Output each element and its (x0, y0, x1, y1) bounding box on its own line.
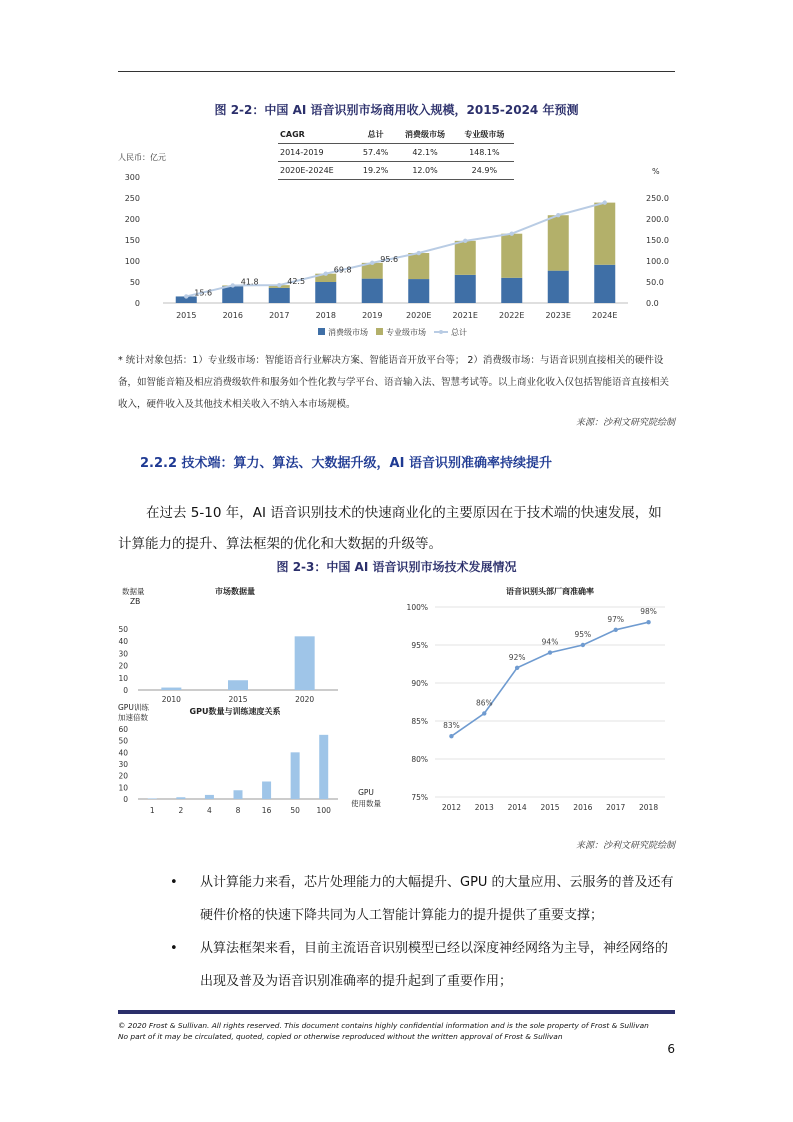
x-tick-label: 1 (149, 806, 155, 815)
y-tick-label: 300 (124, 173, 140, 182)
legend-swatch (318, 328, 325, 335)
cagr-header: 总计 (356, 126, 396, 144)
y-tick-label: 60 (118, 725, 128, 734)
x-tick-label: 4 (207, 806, 212, 815)
section-heading: 2.2.2 技术端：算力、算法、大数据升级，AI 语音识别准确率持续提升 (140, 456, 552, 471)
y-tick-label: 200 (124, 215, 140, 224)
y-tick-label: 20 (118, 771, 128, 781)
x-tick-label: 2021E (452, 311, 478, 320)
legend-marker (439, 330, 443, 334)
x-tick-label: 8 (235, 806, 241, 815)
data-label: 95% (574, 630, 592, 639)
y-tick-label: 85% (411, 717, 428, 726)
x-tick-label: 2014 (507, 803, 527, 812)
x-tick-label: 2010 (161, 695, 181, 704)
gpu-speedup-bar (176, 797, 185, 799)
figure-2-3-title: 图 2-3：中国 AI 语音识别市场技术发展情况 (276, 560, 517, 574)
figure-2-2-title: 图 2-2：中国 AI 语音识别市场商用收入规模，2015-2024 年预测 (214, 103, 579, 117)
table-cell: 12.0% (395, 162, 454, 180)
professional-bar (455, 241, 476, 275)
total-point (370, 261, 374, 265)
legend-label: 消费级市场 (328, 328, 368, 337)
accuracy-point (614, 628, 618, 632)
consumer-bar (408, 279, 429, 303)
y-tick-label: 50 (129, 278, 140, 287)
y2-tick-label: 200.0 (646, 215, 669, 224)
y-tick-label: 80% (411, 755, 428, 764)
x-tick-label: 2015 (176, 311, 197, 320)
table-cell: 148.1% (455, 144, 514, 162)
cagr-header: 消费级市场 (395, 126, 454, 144)
gpu-speedup-bar (291, 752, 300, 799)
y-tick-label: 30 (118, 649, 128, 659)
data-volume-chart (118, 582, 363, 707)
x-tick-label: 2013 (474, 803, 494, 812)
x-tick-label: 2019 (362, 311, 383, 320)
list-item (170, 866, 675, 932)
gpu-speedup-bar (262, 782, 271, 800)
footer-line-1: © 2020 Frost & Sullivan. All rights reserved. This document contains highly confidential information and is the sole property of Frost & Sullivan (118, 1021, 649, 1030)
cagr-header: CAGR (278, 126, 356, 144)
accuracy-point (449, 734, 453, 738)
cagr-header: 专业级市场 (455, 126, 514, 144)
consumer-bar (501, 278, 522, 303)
right-axis-unit: % (652, 167, 660, 176)
x-tick-label: 2017 (269, 311, 290, 320)
x-tick-label: 2017 (606, 803, 626, 812)
legend-swatch (376, 328, 383, 335)
consumer-bar (362, 279, 383, 303)
data-label: 94% (541, 637, 559, 647)
y-tick-label: 0 (123, 686, 128, 695)
y2-tick-label: 100.0 (646, 257, 669, 266)
accuracy-point (482, 711, 486, 715)
data-label: 15.6 (194, 288, 213, 298)
y-tick-label: 20 (118, 661, 128, 671)
x-tick-label: 16 (261, 806, 272, 815)
y-tick-label: 90% (411, 679, 428, 688)
data-label: 92% (508, 652, 526, 662)
professional-bar (501, 234, 522, 278)
figure-2-3-source: 来源：沙利文研究院绘制 (575, 841, 675, 851)
accuracy-point (646, 620, 650, 624)
y2-tick-label: 50.0 (646, 278, 664, 287)
y-tick-label: 10 (118, 673, 128, 683)
bullet-text: 从计算能力来看，芯片处理能力的大幅提升、GPU 的大量应用、云服务的普及还有硬件价格的快速下降共同为人工智能计算能力的提升提供了重要支撑； (200, 875, 674, 923)
table-cell: 42.1% (395, 144, 454, 162)
professional-bar (594, 203, 615, 265)
x-tick-label: 2018 (315, 311, 336, 320)
table-cell: 24.9% (455, 162, 514, 180)
y-tick-label: 40 (118, 748, 128, 758)
left-axis-unit: 人民币：亿元 (118, 153, 166, 162)
footer-rule (118, 1010, 675, 1014)
figure-note: * 统计对象包括：1）专业级市场：智能语音行业解决方案、智能语音开放平台等； 2）消费级市场：与语音识别直接相关的硬件设备，如智能音箱及相应消费级软件和服务如个性化教与学平台、语音输入法、智慧考试等。以上商业化收入仅包括智能语音直接相关收入，硬件收入及其他技术相关收入不纳入本市场规模。 (118, 355, 670, 410)
x-tick-label: 2016 (222, 311, 243, 320)
total-point (603, 200, 607, 204)
revenue-chart (118, 148, 675, 340)
accuracy-chart (395, 582, 675, 817)
x-tick-label: 2022E (499, 311, 525, 320)
body-paragraph: 在过去 5-10 年，AI 语音识别技术的快速商业化的主要原因在于技术端的快速发展，如计算能力的提升、算法框架的优化和大数据的升级等。 (118, 505, 662, 552)
x-tick-label: 2018 (639, 803, 659, 812)
y2-tick-label: 250.0 (646, 194, 669, 203)
figure-2-2-source: 来源：沙利文研究院绘制 (575, 418, 675, 428)
consumer-bar (222, 286, 243, 303)
bullet-icon: • (170, 875, 178, 890)
data-label: 86% (475, 698, 493, 708)
y2-tick-label: 150.0 (646, 236, 669, 245)
consumer-bar (594, 265, 615, 303)
y-tick-label: 0 (123, 795, 128, 804)
data-label: 98% (640, 607, 657, 617)
total-point (556, 213, 560, 217)
footer-copyright (118, 1020, 675, 1042)
consumer-bar (269, 288, 290, 303)
total-point (324, 271, 328, 275)
data-volume-bar (161, 688, 181, 690)
total-point (231, 283, 235, 287)
data-volume-bar (228, 680, 248, 690)
y-axis-title: GPU训练 (118, 703, 149, 712)
accuracy-point (581, 643, 585, 647)
legend-label: 总计 (451, 328, 467, 337)
x-tick-label: 2015 (540, 803, 560, 812)
consumer-bar (548, 271, 569, 303)
y-tick-label: 75% (411, 793, 428, 802)
table-cell: 19.2% (356, 162, 396, 180)
gpu-speedup-bar (319, 735, 328, 799)
x-tick-label: 2015 (228, 695, 248, 704)
y-tick-label: 250 (124, 194, 140, 203)
total-point (463, 239, 467, 243)
table-cell: 2020E-2024E (278, 162, 356, 180)
y-tick-label: 30 (118, 760, 128, 769)
x-axis-title: GPU (358, 788, 374, 797)
consumer-bar (315, 282, 336, 303)
y-tick-label: 95% (411, 641, 428, 650)
total-point (417, 251, 421, 255)
page-number: 6 (667, 1042, 675, 1056)
y-tick-label: 10 (118, 783, 128, 793)
y-tick-label: 100 (124, 257, 140, 266)
y-tick-label: 50 (118, 625, 128, 634)
y-tick-label: 150 (124, 236, 140, 245)
y-tick-label: 100% (406, 603, 428, 612)
bullet-list (170, 866, 675, 998)
y-tick-label: 40 (118, 637, 128, 647)
x-tick-label: 2012 (441, 803, 461, 812)
table-cell: 57.4% (356, 144, 396, 162)
x-tick-label: 2020E (406, 311, 432, 320)
x-tick-label: 50 (290, 806, 300, 815)
professional-bar (548, 215, 569, 270)
x-tick-label: 2024E (592, 311, 618, 320)
data-label: 42.5 (287, 277, 306, 287)
chart-title: GPU数量与训练速度关系 (189, 707, 281, 716)
total-point (184, 294, 188, 298)
accuracy-point (515, 666, 519, 670)
data-label: 41.8 (240, 277, 259, 287)
data-label: 95.6 (380, 254, 399, 264)
bullet-icon: • (170, 941, 178, 956)
gpu-speedup-bar (148, 798, 157, 799)
y-axis-unit: ZB (130, 597, 141, 606)
data-label: 97% (607, 614, 625, 624)
x-tick-label: 2 (178, 806, 184, 815)
chart-title: 语音识别头部厂商准确率 (506, 587, 594, 596)
y-axis-title: 加速倍数 (118, 713, 148, 722)
gpu-speedup-chart (118, 702, 383, 820)
x-tick-label: 2023E (545, 311, 571, 320)
professional-bar (408, 253, 429, 279)
gpu-speedup-bar (234, 790, 243, 799)
list-item (170, 932, 675, 998)
gpu-speedup-bar (205, 795, 214, 799)
data-label: 69.8 (333, 265, 352, 275)
cagr-header-row (278, 126, 514, 144)
chart-title: 市场数据量 (215, 587, 255, 596)
footer-line-2: No part of it may be circulated, quoted, copied or otherwise reproduced without the written approval of Frost & Sullivan (118, 1032, 563, 1041)
x-axis-title: 使用数量 (351, 799, 381, 808)
bullet-text: 从算法框架来看，目前主流语音识别模型已经以深度神经网络为主导，神经网络的出现及普及为语音识别准确率的提升起到了重要作用； (200, 941, 669, 989)
data-volume-bar (295, 636, 315, 690)
total-point (277, 283, 281, 287)
x-tick-label: 2020 (295, 695, 315, 704)
y-axis-title: 数据量 (122, 587, 145, 596)
accuracy-point (548, 650, 552, 654)
y-tick-label: 0 (134, 299, 140, 308)
y-tick-label: 50 (118, 736, 128, 746)
table-cell: 2014-2019 (278, 144, 356, 162)
data-label: 83% (443, 721, 460, 731)
y2-tick-label: 0.0 (646, 299, 659, 308)
consumer-bar (455, 275, 476, 303)
x-tick-label: 2016 (573, 803, 593, 812)
legend-label: 专业级市场 (386, 328, 426, 337)
total-point (510, 232, 514, 236)
x-tick-label: 100 (316, 806, 331, 815)
top-rule (118, 71, 675, 72)
